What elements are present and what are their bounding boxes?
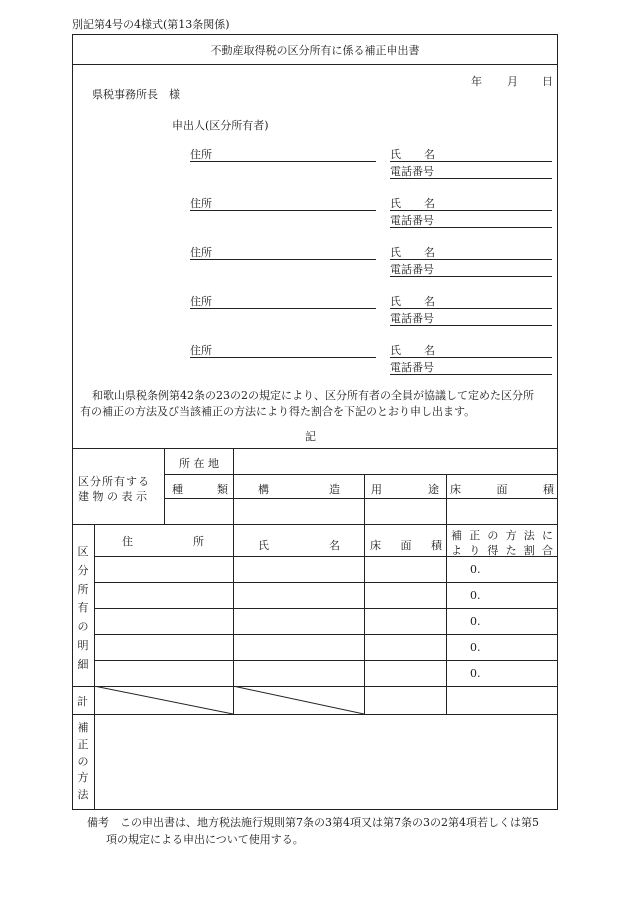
ratio-cell-3[interactable]: 0. [470,615,481,628]
date-month: 月 [507,75,518,88]
phone-label: 電話番号 [390,214,434,227]
type-label: 種 類 [172,483,228,496]
details-row-divider-3 [94,634,558,635]
header-ratio-line-1: 補 正 の 方 法 に [451,529,553,542]
building-row-divider-2 [164,498,558,499]
name-label-2: 名 [424,246,435,259]
address-label: 住所 [190,246,212,259]
building-col-divider-3 [446,474,447,524]
building-col-divider-2 [364,474,365,524]
name-field-line[interactable] [390,357,552,358]
phone-label: 電話番号 [390,263,434,276]
address-label: 住所 [190,197,212,210]
building-row-divider-1 [164,474,558,475]
ratio-cell-2[interactable]: 0. [470,589,481,602]
applicant-heading: 申出人(区分所有者) [172,119,269,132]
address-field-line[interactable] [190,161,376,162]
phone-field-line[interactable] [390,227,552,228]
address-field-line[interactable] [190,210,376,211]
details-row-divider-2 [94,608,558,609]
total-row-bottom [72,714,558,715]
name-label-1: 氏 [390,197,401,210]
address-label: 住所 [190,344,212,357]
header-ratio-line-2: よ り 得 た 割 合 [451,544,553,557]
details-row-divider-1 [94,582,558,583]
date-year: 年 [471,75,482,88]
phone-label: 電話番号 [390,361,434,374]
ratio-cell-4[interactable]: 0. [470,641,481,654]
address-field-line[interactable] [190,259,376,260]
note-line-2: 項の規定による申出について使用する。 [106,833,304,846]
header-address: 住 所 [122,535,204,548]
note-line-1: 備考 この申出書は、地方税法施行規則第7条の3第4項又は第7条の3の2第4項若しくは第5 [87,816,539,829]
phone-field-line[interactable] [390,374,552,375]
details-row-divider-4 [94,660,558,661]
name-field-line[interactable] [390,259,552,260]
name-field-line[interactable] [390,161,552,162]
method-label: 補 正 の 方 法 [77,721,89,801]
address-label: 住所 [190,148,212,161]
building-floor-area-label: 床 面 積 [450,483,554,496]
name-label-1: 氏 [390,344,401,357]
header-name: 氏 名 [258,539,340,552]
name-label-2: 名 [424,148,435,161]
phone-field-line[interactable] [390,178,552,179]
name-label-2: 名 [424,197,435,210]
name-label-1: 氏 [390,148,401,161]
form-id: 別記第4号の4様式(第13条関係) [72,18,230,31]
name-field-line[interactable] [390,308,552,309]
address-field-line[interactable] [190,308,376,309]
form-title: 不動産取得税の区分所有に係る補正申出書 [210,44,420,57]
building-col-divider-1 [233,448,234,524]
total-label: 計 [77,695,88,708]
building-label-divider [164,448,165,524]
name-label-1: 氏 [390,246,401,259]
building-table-top [72,448,558,449]
addressee: 県税事務所長 様 [92,88,180,101]
location-label: 所 在 地 [179,457,219,470]
building-table-bottom [72,524,558,525]
structure-label: 構 造 [258,483,340,496]
phone-field-line[interactable] [390,325,552,326]
use-label: 用 途 [371,483,439,496]
address-label: 住所 [190,295,212,308]
statement-line-1: 和歌山県税条例第42条の23の2の規定により、区分所有者の全員が協議して定めた区分所 [92,389,534,402]
building-label-line-1: 区分所有する [78,475,150,488]
name-field-line[interactable] [390,210,552,211]
statement-line-2: 有の補正の方法及び当該補正の方法により得た割合を下記のとおり申し出ます。 [80,405,476,418]
title-divider [72,64,558,65]
ratio-cell-1[interactable]: 0. [470,563,481,576]
name-label-1: 氏 [390,295,401,308]
name-label-2: 名 [424,344,435,357]
phone-label: 電話番号 [390,312,434,325]
header-floor-area: 床 面 積 [370,539,442,552]
date-day: 日 [542,75,553,88]
phone-label: 電話番号 [390,165,434,178]
details-side-divider [94,524,95,810]
details-side-label: 区 分 所 有 の 明 細 [77,545,89,671]
total-name-strike [233,686,364,714]
ki-label: 記 [305,430,316,443]
total-address-strike [94,686,233,714]
address-field-line[interactable] [190,357,376,358]
ratio-cell-5[interactable]: 0. [470,667,481,680]
building-label-line-2: 建 物 の 表 示 [78,490,147,503]
name-label-2: 名 [424,295,435,308]
phone-field-line[interactable] [390,276,552,277]
